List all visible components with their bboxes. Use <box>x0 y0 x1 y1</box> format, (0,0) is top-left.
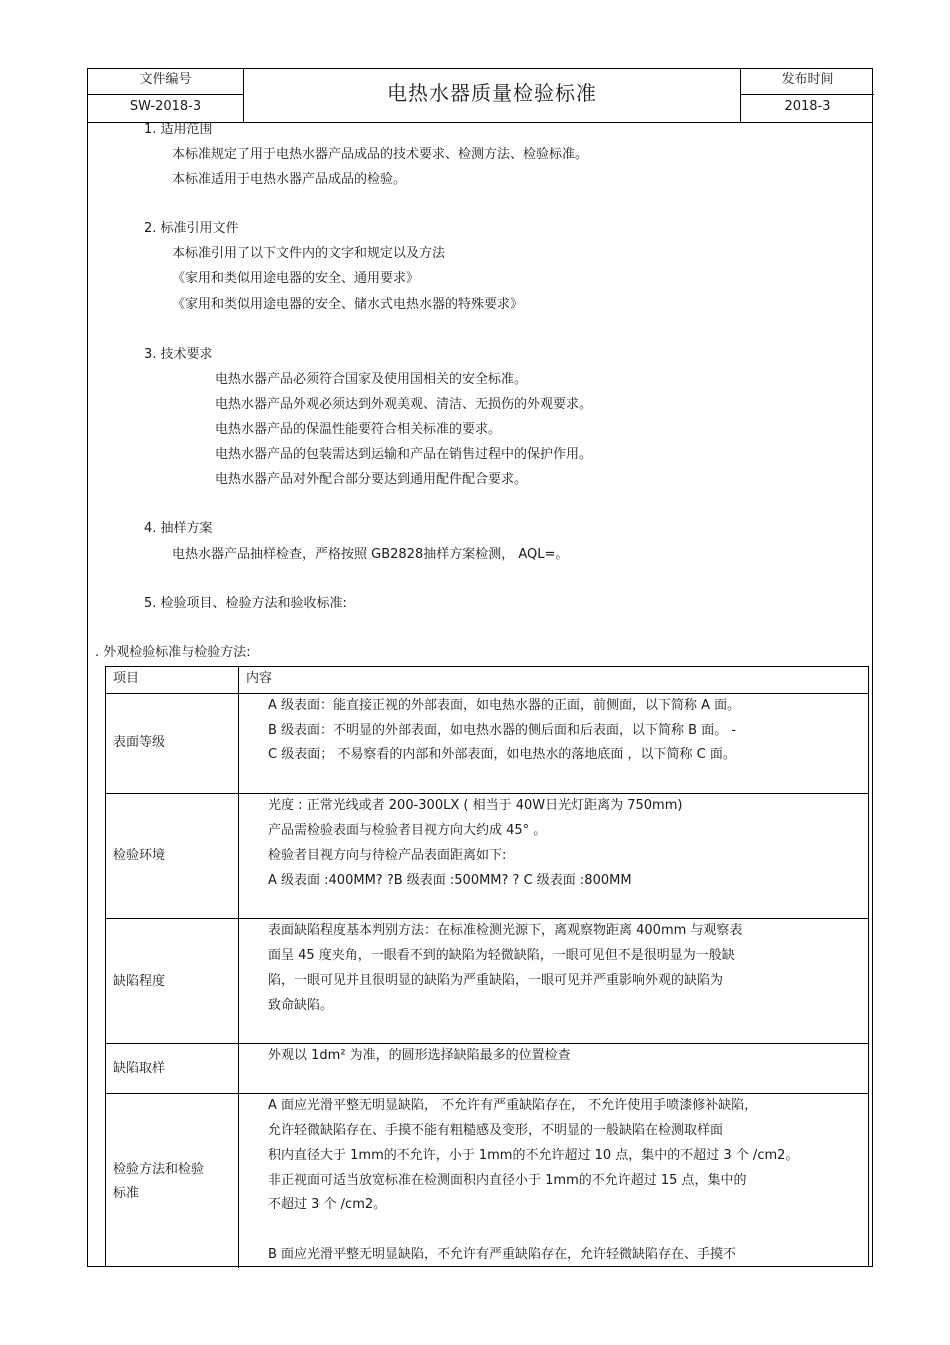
section-1-title: 1. 适用范围 <box>144 122 213 137</box>
row-content-line: A 级表面：能直接正视的外部表面，如电热水器的正面，前侧面，以下简称 A 面。 <box>268 698 741 713</box>
row-content-line: A 面应光滑平整无明显缺陷， 不允许有严重缺陷存在， 不允许使用手喷漆修补缺陷， <box>268 1098 758 1113</box>
section-1-line: 本标准规定了用于电热水器产品成品的技术要求、检测方法、检验标准。 <box>172 147 589 162</box>
row-content-line: 面呈 45 度夹角，一眼看不到的缺陷为轻微缺陷，一眼可见但不是很明显为一般缺 <box>268 948 735 963</box>
row-item: 标准 <box>113 1186 140 1201</box>
row-item: 缺陷取样 <box>113 1061 166 1076</box>
doc-number: SW-2018-3 <box>88 95 244 122</box>
section-4-title: 4. 抽样方案 <box>144 521 213 536</box>
row-content-line: B 面应光滑平整无明显缺陷，不允许有严重缺陷存在，允许轻微缺陷存在、手摸不 <box>268 1247 737 1262</box>
row-content-line: 光度 : 正常光线或者 200-300LX ( 相当于 40W日光灯距离为 750mm) <box>268 798 683 813</box>
section-1-line: 本标准适用于电热水器产品成品的检验。 <box>172 172 407 187</box>
table-row <box>106 1044 868 1094</box>
row-item: 缺陷程度 <box>113 974 166 989</box>
publish-date: 2018-3 <box>740 95 874 122</box>
section-4-line: 电热水器产品抽样检查，严格按照 GB2828抽样方案检测， AQL=。 <box>172 547 569 562</box>
row-content-line: 产品需检验表面与检验者目视方向大约成 45° 。 <box>268 823 547 838</box>
section-2-title: 2. 标准引用文件 <box>144 221 239 236</box>
subsection-title: . 外观检验标准与检验方法: <box>95 645 251 660</box>
section-3-line: 电热水器产品的保温性能要符合相关标准的要求。 <box>215 422 502 437</box>
row-content-line: 积内直径大于 1mm的不允许，小于 1mm的不允许超过 10 点，集中的不超过 3 个 /cm2。 <box>268 1148 799 1163</box>
row-content-line: 允许轻微缺陷存在、手摸不能有粗糙感及变形，不明显的一般缺陷在检测取样面 <box>268 1123 724 1138</box>
row-content-line: 致命缺陷。 <box>268 998 334 1013</box>
section-3-line: 电热水器产品必须符合国家及使用国相关的安全标准。 <box>215 372 528 387</box>
doc-number-label: 文件编号 <box>88 69 244 95</box>
row-content-line: C 级表面； 不易察看的内部和外部表面，如电热水的落地底面 ，以下简称 C 面。 <box>268 747 736 762</box>
row-item: 检验方法和检验 <box>113 1162 205 1177</box>
row-content-line: B 级表面：不明显的外部表面，如电热水器的侧后面和后表面，以下简称 B 面。 - <box>268 723 737 738</box>
table-row <box>106 919 868 1044</box>
row-item: 检验环境 <box>113 848 166 863</box>
row-content-line: A 级表面 :400MM? ?B 级表面 :500MM? ? C 级表面 :800MM <box>268 873 632 888</box>
row-item: 表面等级 <box>113 735 166 750</box>
section-3-line: 电热水器产品外观必须达到外观美观、清洁、无损伤的外观要求。 <box>215 397 593 412</box>
publish-date-label: 发布时间 <box>740 69 874 95</box>
section-2-line: 《家用和类似用途电器的安全、通用要求》 <box>172 271 420 286</box>
section-2-line: 《家用和类似用途电器的安全、储水式电热水器的特殊要求》 <box>172 297 524 312</box>
section-3-line: 电热水器产品对外配合部分要达到通用配件配合要求。 <box>215 472 528 487</box>
row-content-line: 表面缺陷程度基本判别方法：在标准检测光源下，离观察物距离 400mm 与观察表 <box>268 923 743 938</box>
table-row <box>106 794 868 919</box>
section-2-line: 本标准引用了以下文件内的文字和规定以及方法 <box>172 246 446 261</box>
column-header-content: 内容 <box>246 671 273 686</box>
row-content-line: 陷，一眼可见并且很明显的缺陷为严重缺陷，一眼可见并严重影响外观的缺陷为 <box>268 973 724 988</box>
table-row <box>106 694 868 794</box>
table-header-row <box>106 667 868 694</box>
table-row <box>106 1094 868 1268</box>
document-header <box>88 69 872 123</box>
row-content-line: 外观以 1dm² 为准，的圆形选择缺陷最多的位置检查 <box>268 1048 571 1063</box>
row-content-line: 不超过 3 个 /cm2。 <box>268 1197 387 1212</box>
section-3-title: 3. 技术要求 <box>144 347 213 362</box>
section-5-title: 5. 检验项目、检验方法和验收标准: <box>144 596 347 611</box>
section-3-line: 电热水器产品的包装需达到运输和产品在销售过程中的保护作用。 <box>215 447 593 462</box>
document-title: 电热水器质量检验标准 <box>387 81 597 105</box>
row-content-line: 检验者目视方向与待检产品表面距离如下: <box>268 848 507 863</box>
column-header-item: 项目 <box>113 671 140 686</box>
inspection-table <box>105 666 869 1267</box>
row-content-line: 非正视面可适当放宽标准在检测面积内直径小于 1mm的不允许超过 15 点，集中的 <box>268 1173 747 1188</box>
